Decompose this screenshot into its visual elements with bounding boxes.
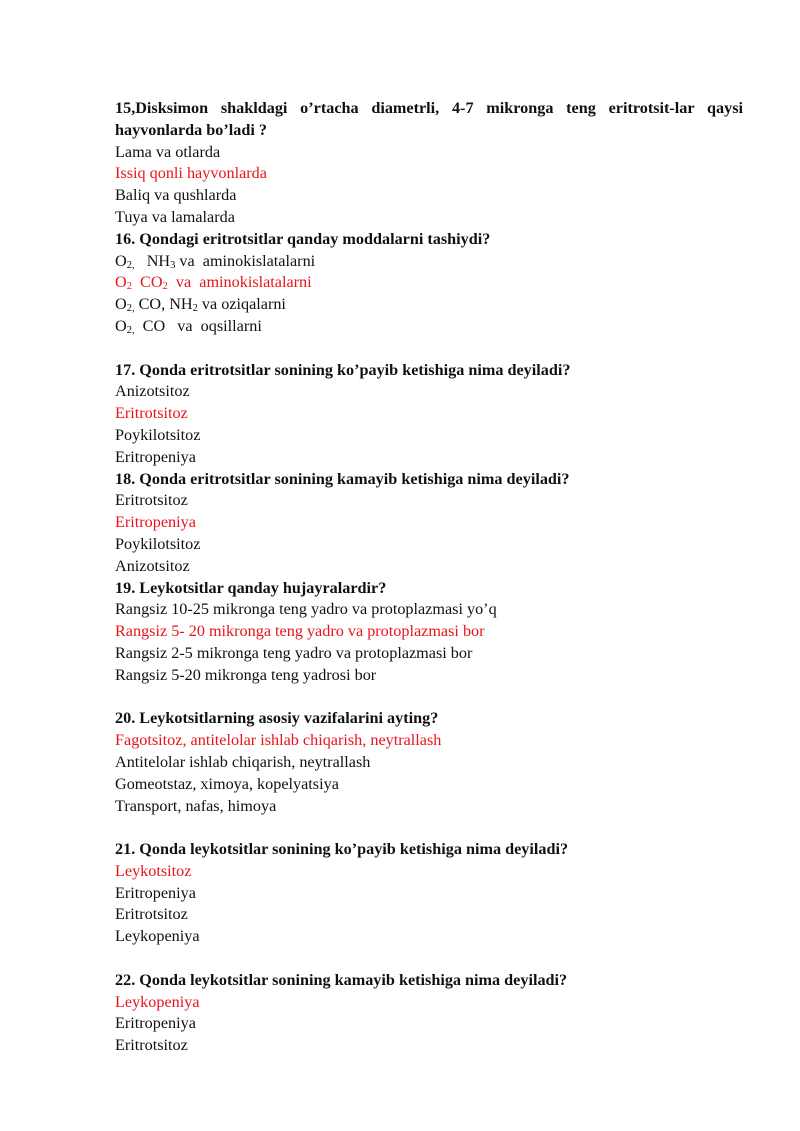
question-15-option-2-correct: Issiq qonli hayvonlarda (115, 164, 267, 183)
question-20-option-2: Antitelolar ishlab chiqarish, neytrallash (115, 752, 371, 771)
question-15-title: 15,Disksimon shakldagi o’rtacha diametrli, 4-7 mikronga teng eritrotsit-lar qaysi hayvonlarda bo’ladi ? (115, 99, 743, 139)
spacer (115, 338, 743, 360)
option-text: O (115, 273, 127, 292)
question-22-title: 22. Qonda leykotsitlar sonining kamayib ketishiga nima deyiladi? (115, 970, 568, 989)
question-22-option-1-correct: Leykopeniya (115, 992, 200, 1011)
question-18-option-3: Poykilotsitoz (115, 534, 201, 553)
subscript: 2, (126, 303, 135, 315)
question-17-option-2-correct: Eritrotsitoz (115, 404, 188, 423)
question-18-title: 18. Qonda eritrotsitlar sonining kamayib ketishiga nima deyiladi? (115, 469, 570, 488)
question-20-option-4: Transport, nafas, himoya (115, 796, 277, 815)
option-text: CO va oqsillarni (134, 316, 262, 335)
option-text: CO (131, 273, 163, 292)
spacer (115, 817, 743, 839)
question-18-option-4: Anizotsitoz (115, 556, 190, 575)
question-20-title: 20. Leykotsitlarning asosiy vazifalarini ayting? (115, 709, 439, 728)
subscript: 2 (162, 281, 168, 293)
question-19-option-4: Rangsiz 5-20 mikronga teng yadrosi bor (115, 665, 377, 684)
question-22-option-2: Eritropeniya (115, 1014, 196, 1033)
question-19-option-1: Rangsiz 10-25 mikronga teng yadro va protoplazmasi yo’q (115, 600, 497, 619)
question-19-option-2-correct: Rangsiz 5- 20 mikronga teng yadro va protoplazmasi bor (115, 622, 485, 641)
option-text: va aminokislatalarni (175, 251, 316, 270)
question-16-option-1 (115, 251, 743, 273)
question-21-title: 21. Qonda leykotsitlar sonining ko’payib ketishiga nima deyiladi? (115, 840, 569, 859)
question-15-option-4: Tuya va lamalarda (115, 207, 235, 226)
question-21-option-1-correct: Leykotsitoz (115, 861, 192, 880)
question-17-option-1: Anizotsitoz (115, 382, 190, 401)
quiz-document (115, 98, 743, 1057)
question-16-title: 16. Qondagi eritrotsitlar qanday moddalarni tashiydi? (115, 229, 491, 248)
subscript: 2 (192, 303, 198, 315)
subscript: 2 (126, 281, 132, 293)
question-15-option-1: Lama va otlarda (115, 142, 221, 161)
question-21-option-2: Eritropeniya (115, 883, 196, 902)
option-text: va aminokislatalarni (167, 273, 312, 292)
subscript: 2, (126, 324, 135, 336)
question-18-option-1: Eritrotsitoz (115, 491, 188, 510)
option-text: O (115, 316, 127, 335)
spacer (115, 948, 743, 970)
question-15-option-3: Baliq va qushlarda (115, 186, 237, 205)
question-16-option-4 (115, 316, 743, 338)
question-17-option-4: Eritropeniya (115, 447, 196, 466)
option-text: va oziqalarni (197, 295, 286, 314)
option-text: CO, NH (134, 295, 193, 314)
question-16-option-2-correct (115, 272, 743, 294)
spacer (115, 687, 743, 709)
question-21-option-4: Leykopeniya (115, 927, 200, 946)
question-21-option-3: Eritrotsitoz (115, 905, 188, 924)
question-16-option-3 (115, 294, 743, 316)
question-19-option-3: Rangsiz 2-5 mikronga teng yadro va protoplazmasi bor (115, 643, 473, 662)
question-19-title: 19. Leykotsitlar qanday hujayralardir? (115, 578, 387, 597)
question-17-option-3: Poykilotsitoz (115, 425, 201, 444)
question-20-option-1-correct: Fagotsitoz, antitelolar ishlab chiqarish, neytrallash (115, 731, 442, 750)
option-text: O (115, 251, 127, 270)
question-22-option-3: Eritrotsitoz (115, 1036, 188, 1055)
question-17-title: 17. Qonda eritrotsitlar sonining ko’payib ketishiga nima deyiladi? (115, 360, 571, 379)
option-text: O (115, 295, 127, 314)
option-text: NH (134, 251, 171, 270)
question-20-option-3: Gomeotstaz, ximoya, kopelyatsiya (115, 774, 339, 793)
subscript: 2, (126, 259, 135, 271)
subscript: 3 (170, 259, 176, 271)
question-18-option-2-correct: Eritropeniya (115, 513, 196, 532)
